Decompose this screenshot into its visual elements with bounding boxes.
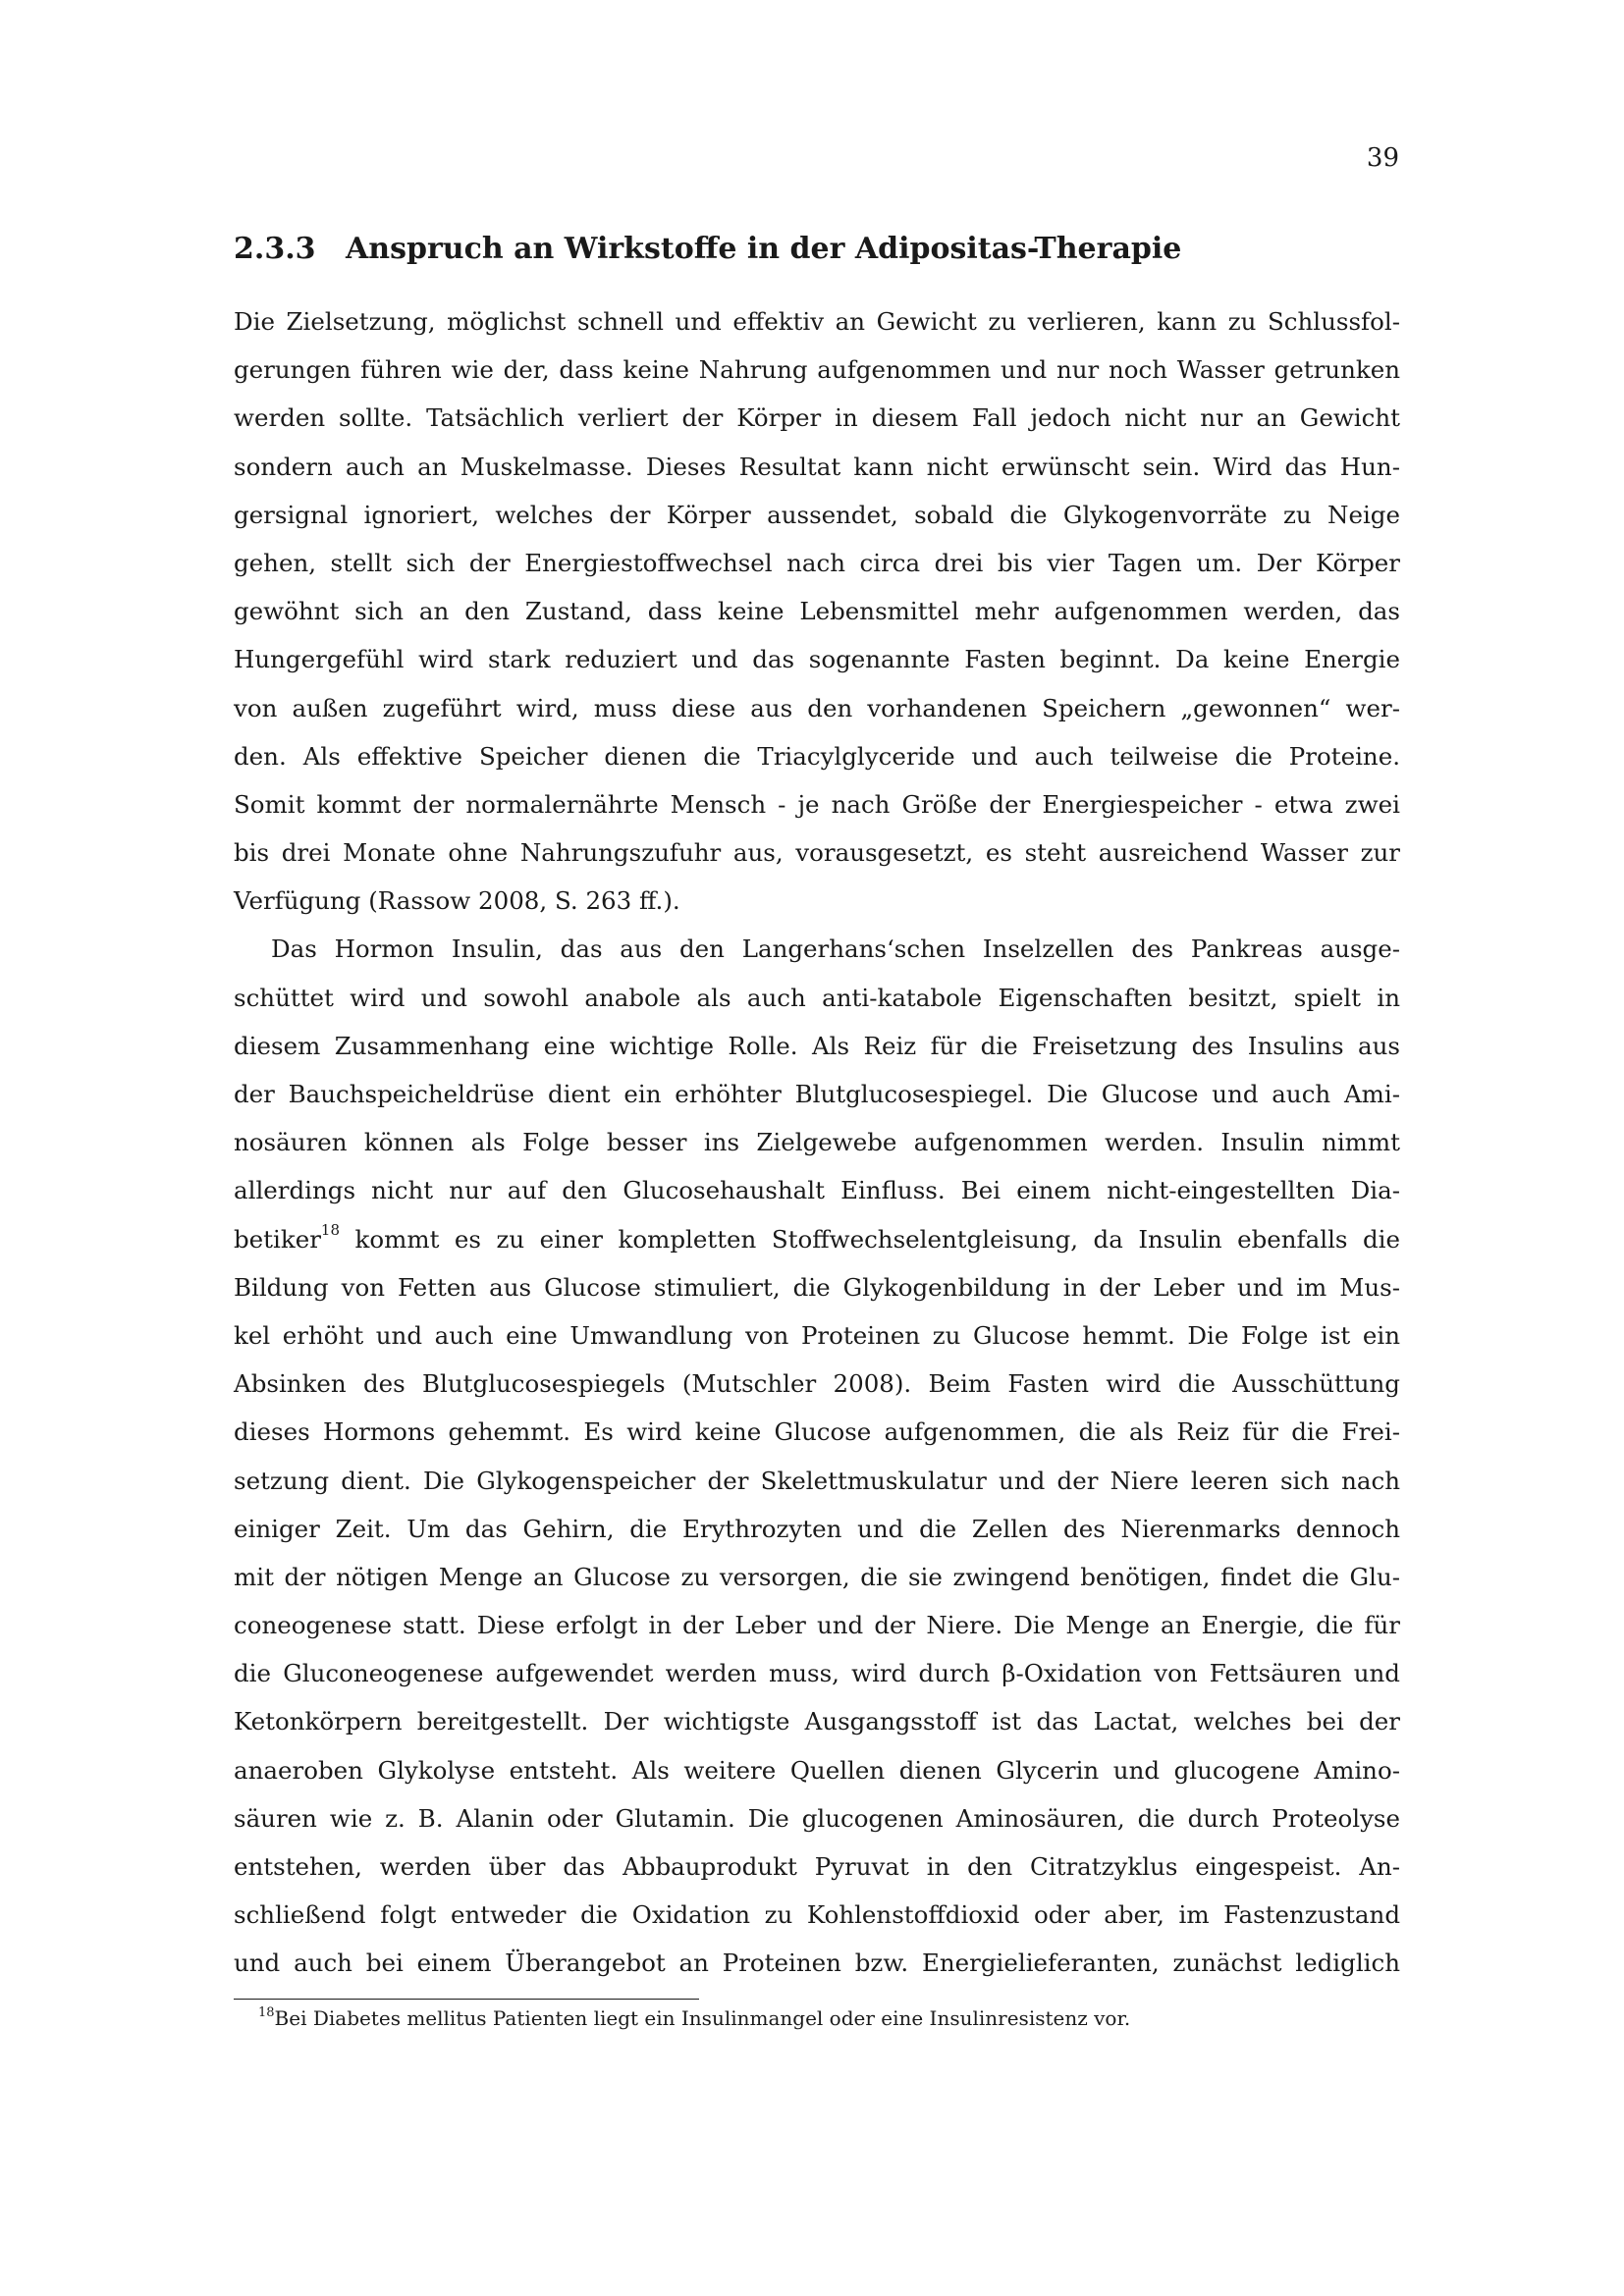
text-line: entstehen, werden über das Abbauprodukt Pyruvat in den Citratzyklus eingespeist. An-	[234, 1852, 1400, 1881]
text-line: Die Zielsetzung, möglichst schnell und effektiv an Gewicht zu verlieren, kann zu Schlussfol-	[234, 307, 1400, 336]
text-line: gerungen führen wie der, dass keine Nahrung aufgenommen und nur noch Wasser getrunken	[234, 355, 1400, 385]
text-line: werden sollte. Tatsächlich verliert der Körper in diesem Fall jedoch nicht nur an Gewicht	[234, 403, 1400, 433]
text-line: die Gluconeogenese aufgewendet werden muss, wird durch β-Oxidation von Fettsäuren und	[234, 1659, 1400, 1688]
text-line: schüttet wird und sowohl anabole als auch anti-katabole Eigenschaften besitzt, spielt in	[234, 983, 1400, 1012]
paragraph-2	[234, 925, 1400, 1987]
text-line: von außen zugeführt wird, muss diese aus den vorhandenen Speichern „gewonnen“ wer-	[234, 693, 1400, 722]
text-line: schließend folgt entweder die Oxidation zu Kohlenstoffdioxid oder aber, im Fastenzustand	[234, 1900, 1400, 1930]
footnote-reference[interactable]: 18	[320, 1220, 341, 1239]
text-line: Das Hormon Insulin, das aus den Langerhans‘schen Inselzellen des Pankreas ausge-	[271, 934, 1400, 964]
body-text	[234, 297, 1400, 1988]
section-number: 2.3.3	[234, 232, 316, 266]
text-line: säuren wie z. B. Alanin oder Glutamin. Die glucogenen Aminosäuren, die durch Proteolyse	[234, 1803, 1400, 1833]
text-line: nosäuren können als Folge besser ins Zielgewebe aufgenommen werden. Insulin nimmt	[234, 1128, 1400, 1157]
text-line: anaeroben Glykolyse entsteht. Als weitere Quellen dienen Glycerin und glucogene Amino-	[234, 1755, 1400, 1785]
footnote-rule	[234, 1999, 699, 2000]
section-title: Anspruch an Wirkstoffe in der Adipositas-Therapie	[346, 232, 1182, 266]
text-line: der Bauchspeicheldrüse dient ein erhöhter Blutglucosespiegel. Die Glucose und auch Ami-	[234, 1080, 1400, 1108]
text-line: sondern auch an Muskelmasse. Dieses Resultat kann nicht erwünscht sein. Wird das Hun-	[234, 452, 1400, 481]
text-fragment: kommt es zu einer kompletten Stoffwechselentgleisung, da Insulin ebenfalls die	[340, 1224, 1400, 1254]
text-line: gehen, stellt sich der Energiestoffwechsel nach circa drei bis vier Tagen um. Der Körper	[234, 548, 1400, 577]
text-line: mit der nötigen Menge an Glucose zu versorgen, die sie zwingend benötigen, findet die Glu-	[234, 1562, 1400, 1591]
text-line: gersignal ignoriert, welches der Körper aussendet, sobald die Glykogenvorräte zu Neige	[234, 500, 1400, 529]
paragraph-1	[234, 297, 1400, 925]
footnote-text: Bei Diabetes mellitus Patienten liegt ein Insulinmangel oder eine Insulinresistenz vor.	[274, 2006, 1131, 2030]
text-line-with-footnote	[234, 1215, 1400, 1263]
footnote-marker: 18	[258, 2005, 275, 2020]
text-line: Hungergefühl wird stark reduziert und das sogenannte Fasten beginnt. Da keine Energie	[234, 645, 1400, 674]
text-line: Verfügung (Rassow 2008, S. 263 ff.).	[234, 886, 680, 916]
text-line: Ketonkörpern bereitgestellt. Der wichtigste Ausgangsstoff ist das Lactat, welches bei der	[234, 1707, 1400, 1736]
section-heading	[234, 232, 1392, 266]
text-line: einiger Zeit. Um das Gehirn, die Erythrozyten und die Zellen des Nierenmarks dennoch	[234, 1514, 1400, 1543]
text-fragment: betiker	[234, 1224, 321, 1254]
text-line: Absinken des Blutglucosespiegels (Mutschler 2008). Beim Fasten wird die Ausschüttung	[234, 1369, 1400, 1399]
text-line: den. Als effektive Speicher dienen die Triacylglyceride und auch teilweise die Proteine.	[234, 741, 1400, 771]
footnote	[258, 2006, 1130, 2030]
text-line: setzung dient. Die Glykogenspeicher der Skelettmuskulatur und der Niere leeren sich nach	[234, 1466, 1400, 1495]
text-line: bis drei Monate ohne Nahrungszufuhr aus, vorausgesetzt, es steht ausreichend Wasser zur	[234, 838, 1400, 868]
page-number: 39	[1366, 143, 1399, 173]
text-line: coneogenese statt. Diese erfolgt in der Leber und der Niere. Die Menge an Energie, die für	[234, 1611, 1400, 1640]
text-line: diesem Zusammenhang eine wichtige Rolle. Als Reiz für die Freisetzung des Insulins aus	[234, 1031, 1400, 1060]
text-line: dieses Hormons gehemmt. Es wird keine Glucose aufgenommen, die als Reiz für die Frei-	[234, 1417, 1400, 1447]
text-line: Bildung von Fetten aus Glucose stimuliert, die Glykogenbildung in der Leber und im Mus-	[234, 1272, 1400, 1302]
text-line: Somit kommt der normalernährte Mensch - je nach Größe der Energiespeicher - etwa zwei	[234, 789, 1400, 819]
text-line: und auch bei einem Überangebot an Proteinen bzw. Energielieferanten, zunächst lediglich	[234, 1949, 1400, 1978]
text-line: kel erhöht und auch eine Umwandlung von Proteinen zu Glucose hemmt. Die Folge ist ein	[234, 1320, 1400, 1350]
text-line: gewöhnt sich an den Zustand, dass keine Lebensmittel mehr aufgenommen werden, das	[234, 597, 1400, 626]
text-line: allerdings nicht nur auf den Glucosehaushalt Einfluss. Bei einem nicht-eingestellten Dia-	[234, 1176, 1400, 1205]
